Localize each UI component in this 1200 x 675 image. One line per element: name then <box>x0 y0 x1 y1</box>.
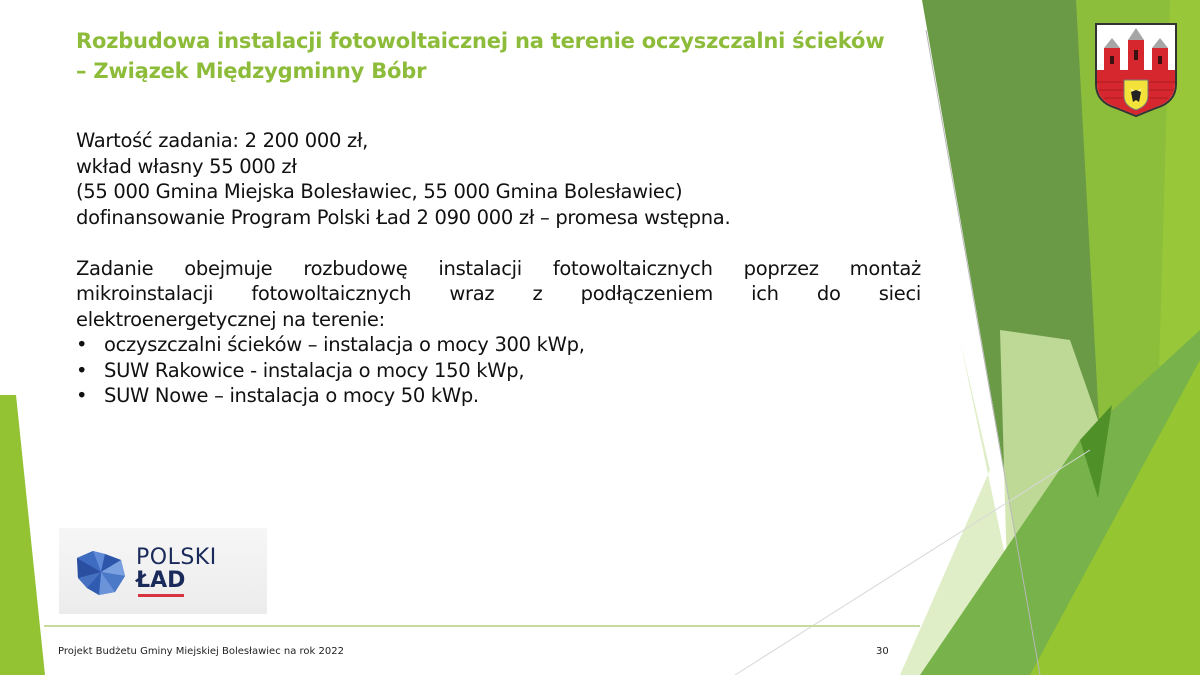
list-item <box>76 358 921 384</box>
financing-paragraph <box>76 128 921 230</box>
footer-text: Projekt Budżetu Gminy Miejskiej Bolesławiec na rok 2022 <box>58 646 344 657</box>
title-line-2: – Związek Międzygminny Bóbr <box>76 59 427 83</box>
description-line-1: Zadanie obejmuje rozbudowę instalacji fotowoltaicznych poprzez montaż <box>76 256 921 280</box>
page-number: 30 <box>876 646 889 657</box>
list-item <box>76 383 921 409</box>
description-line-3: elektroenergetycznej na terenie: <box>76 307 385 331</box>
list-item <box>76 332 921 358</box>
own-contribution-text: wkład własny 55 000 zł <box>76 154 297 178</box>
cofinancing-text: dofinansowanie Program Polski Ład 2 090 000 zł – promesa wstępna. <box>76 205 731 229</box>
task-value-text: Wartość zadania: 2 200 000 zł, <box>76 129 369 152</box>
logo-text-lad: ŁAD <box>136 568 186 593</box>
left-green-strip <box>0 395 45 675</box>
description-paragraph <box>76 256 921 333</box>
slide-title <box>76 26 936 86</box>
boleslawiec-coat-of-arms-icon <box>1094 22 1178 118</box>
slide-body <box>76 128 921 409</box>
description-line-2: mikroinstalacji fotowoltaicznych wraz z podłączeniem ich do sieci <box>76 282 921 305</box>
bullet-icon: • <box>76 358 88 382</box>
installation-list <box>76 332 921 409</box>
bullet-icon: • <box>76 333 88 356</box>
bullet-icon: • <box>76 384 88 407</box>
polski-lad-logo <box>59 528 267 614</box>
footer-divider <box>44 625 920 627</box>
title-line-1: Rozbudowa instalacji fotowoltaicznej na terenie oczyszczalni ścieków <box>76 29 885 53</box>
list-item-text: oczyszczalni ścieków – instalacja o mocy 300 kWp, <box>104 333 585 356</box>
contribution-breakdown-text: (55 000 Gmina Miejska Bolesławiec, 55 000 Gmina Bolesławiec) <box>76 180 683 203</box>
list-item-text: SUW Nowe – instalacja o mocy 50 kWp. <box>104 384 479 407</box>
logo-underline <box>138 594 184 597</box>
logo-text-polski: POLSKI <box>136 545 217 570</box>
list-item-text: SUW Rakowice - instalacja o mocy 150 kWp, <box>104 358 525 382</box>
poland-map-icon <box>75 548 127 596</box>
